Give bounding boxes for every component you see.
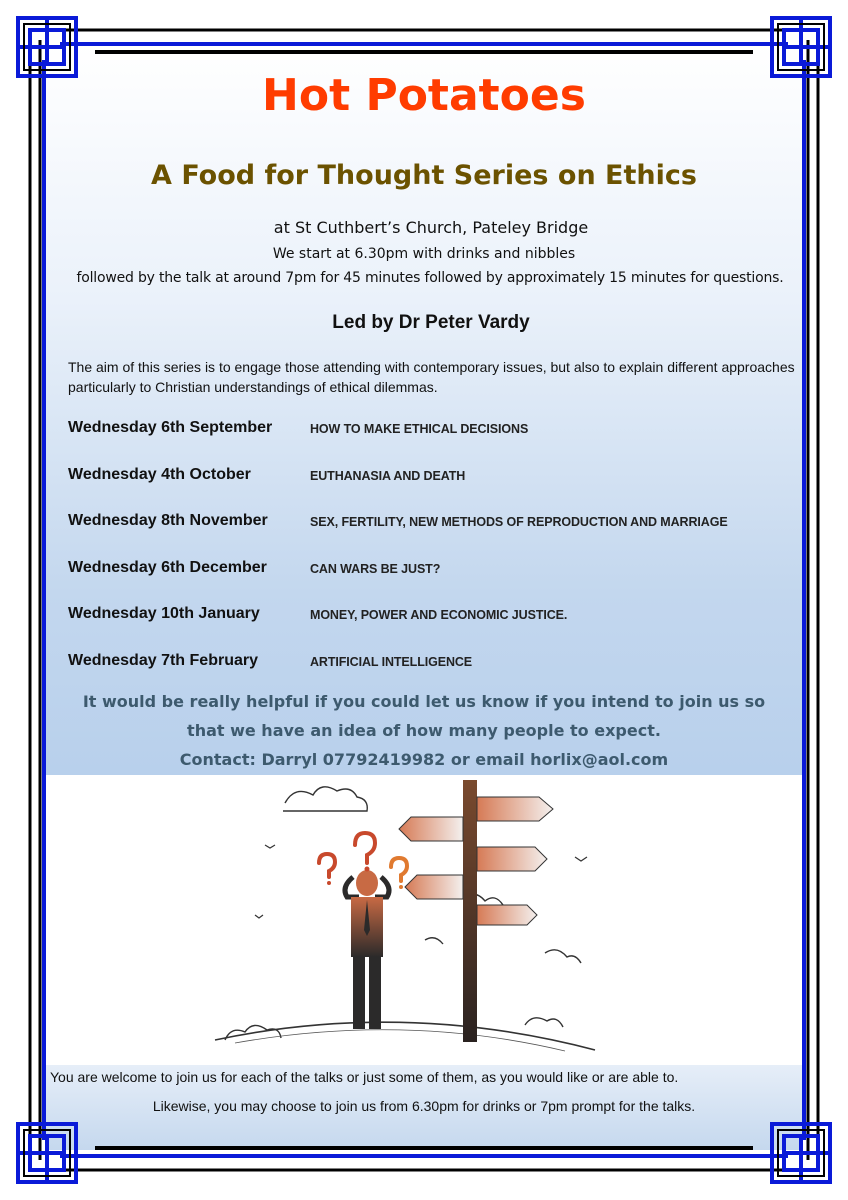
talk-date: Wednesday 10th January	[68, 605, 260, 622]
footer-welcome-line: You are welcome to join us for each of the talks or just some of them, as you would like or are able to.	[50, 1069, 679, 1085]
talk-date: Wednesday 4th October	[68, 465, 251, 483]
talk-topic: ARTIFICIAL INTELLIGENCE	[310, 654, 473, 669]
talk-topic: MONEY, POWER AND ECONOMIC JUSTICE.	[310, 608, 568, 622]
schedule-row	[68, 419, 808, 466]
start-time-line: We start at 6.30pm with drinks and nibbles	[272, 246, 576, 262]
series-aim-paragraph: The aim of this series is to engage those attending with contemporary issues, but also to explain different approaches particularly to Christian understandings of ethical dilemmas.	[68, 359, 795, 395]
schedule-row	[68, 605, 808, 652]
rsvp-request-line-2: that we have an idea of how many people to expect.	[187, 721, 661, 740]
corner-ornament-tl-icon	[18, 18, 76, 76]
venue-line: at St Cuthbert’s Church, Pateley Bridge	[273, 218, 589, 237]
talk-schedule	[68, 419, 808, 698]
speaker-line: Led by Dr Peter Vardy	[332, 312, 530, 333]
talk-date: Wednesday 6th September	[68, 419, 273, 436]
schedule-row	[68, 512, 808, 559]
talk-topic: SEX, FERTILITY, NEW METHODS OF REPRODUCTION AND MARRIAGE	[310, 515, 728, 529]
corner-ornament-tr-icon	[772, 18, 830, 76]
talk-topic: HOW TO MAKE ETHICAL DECISIONS	[310, 422, 529, 436]
contact-line: Contact: Darryl 07792419982 or email horlix@aol.com	[179, 750, 669, 769]
talk-date: Wednesday 7th February	[68, 651, 258, 669]
footer-timing-line: Likewise, you may choose to join us from 6.30pm for drinks or 7pm prompt for the talks.	[152, 1098, 696, 1114]
schedule-row	[68, 559, 808, 606]
talk-topic: CAN WARS BE JUST?	[310, 561, 441, 576]
poster-subtitle: A Food for Thought Series on Ethics	[151, 160, 697, 191]
schedule-row	[68, 466, 808, 513]
corner-ornament-bl-icon	[18, 1124, 76, 1182]
talk-date: Wednesday 8th November	[68, 512, 268, 529]
poster-title: Hot Potatoes	[262, 70, 586, 121]
confused-man-at-signpost-icon	[195, 775, 625, 1060]
schedule-description-line: followed by the talk at around 7pm for 45 minutes followed by approximately 15 minutes for questions.	[76, 270, 784, 286]
corner-ornament-br-icon	[772, 1124, 830, 1182]
talk-topic: EUTHANASIA AND DEATH	[310, 468, 466, 483]
talk-date: Wednesday 6th December	[68, 558, 267, 576]
rsvp-request-line-1: It would be really helpful if you could let us know if you intend to join us so	[82, 692, 766, 711]
